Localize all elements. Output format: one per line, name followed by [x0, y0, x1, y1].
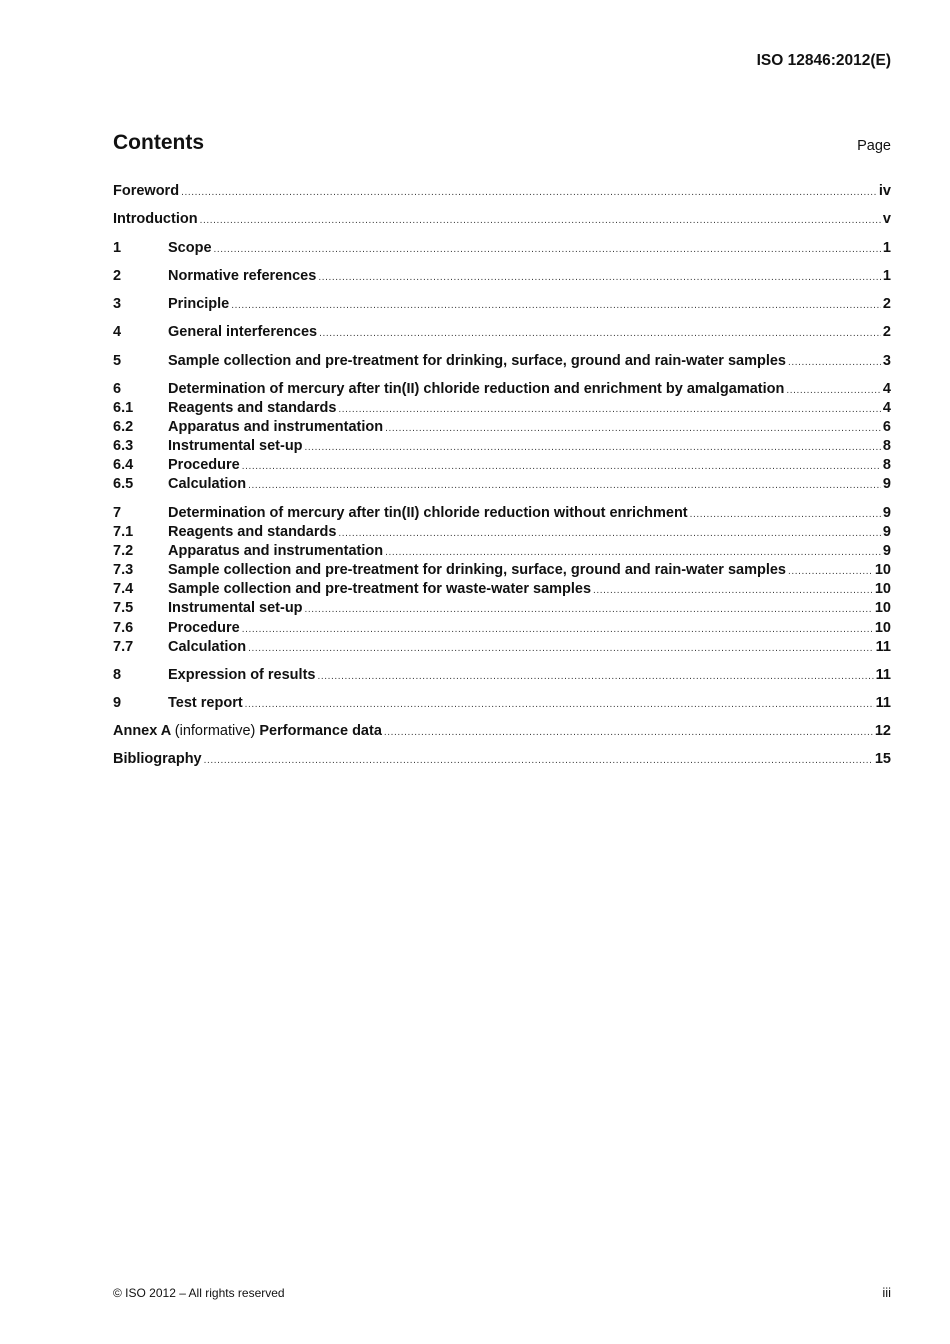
- toc-entry-1[interactable]: [113, 240, 891, 259]
- toc-entry-6-5[interactable]: [113, 476, 891, 495]
- toc-entry-4[interactable]: [113, 324, 891, 343]
- toc-entry-page: 12: [874, 723, 891, 739]
- toc-entry-title: Normative references: [168, 268, 317, 284]
- toc-entry-number: 6: [113, 381, 122, 397]
- toc-entry-number: 7: [113, 505, 122, 521]
- toc-leader-dots: [204, 755, 873, 766]
- toc-entry-6-4[interactable]: [113, 457, 891, 476]
- toc-entry-page: 9: [882, 505, 891, 521]
- toc-leader-dots: [245, 699, 874, 710]
- toc-entry-page: 9: [882, 543, 891, 559]
- toc-entry-number: 7.6: [113, 620, 134, 636]
- toc-leader-dots: [385, 423, 881, 434]
- toc-entry-page: 4: [882, 400, 891, 416]
- toc-entry-7[interactable]: [113, 505, 891, 524]
- toc-entry-number: 9: [113, 695, 122, 711]
- toc-entry-page: 2: [882, 296, 891, 312]
- document-id: ISO 12846:2012(E): [756, 52, 891, 69]
- toc-entry-title: General interferences: [168, 324, 318, 340]
- toc-entry-page: 8: [882, 438, 891, 454]
- toc-entry-page: 10: [874, 581, 891, 597]
- toc-entry-page: 4: [882, 381, 891, 397]
- toc-entry-bibliography[interactable]: [113, 751, 891, 770]
- toc-entry-page: 8: [882, 457, 891, 473]
- toc-leader-dots: [385, 547, 881, 558]
- toc-entry-number: 7.7: [113, 639, 134, 655]
- toc-entry-title: Instrumental set-up: [168, 438, 303, 454]
- toc-entry-number: 2: [113, 268, 122, 284]
- toc-entry-title: Reagents and standards: [168, 524, 337, 540]
- toc-leader-dots: [317, 671, 873, 682]
- toc-entry-title: Determination of mercury after tin(II) chloride reduction and enrichment by amalgamation: [168, 381, 785, 397]
- toc-entry-title: Instrumental set-up: [168, 600, 303, 616]
- toc-entry-3[interactable]: [113, 296, 891, 315]
- toc-entry-2[interactable]: [113, 268, 891, 287]
- toc-entry-number: 6.1: [113, 400, 134, 416]
- toc-entry-annex-a[interactable]: [113, 723, 891, 742]
- toc-entry-5[interactable]: [113, 353, 891, 372]
- toc-entry-title: Bibliography: [113, 751, 202, 767]
- toc-entry-title: Sample collection and pre-treatment for drinking, surface, ground and rain-water samples: [168, 353, 786, 369]
- toc-entry-7-4[interactable]: [113, 581, 891, 600]
- toc-entry-title: Procedure: [168, 620, 240, 636]
- toc-entry-number: 7.5: [113, 600, 134, 616]
- toc-entry-7-1[interactable]: [113, 524, 891, 543]
- toc-entry-title: Sample collection and pre-treatment for drinking, surface, ground and rain-water samples: [168, 562, 786, 578]
- toc-leader-dots: [384, 727, 873, 738]
- toc-entry-page: 9: [882, 524, 891, 540]
- toc-leader-dots: [788, 566, 873, 577]
- toc-leader-dots: [318, 272, 881, 283]
- toc-entry-page: 1: [882, 240, 891, 256]
- toc-leader-dots: [305, 604, 873, 615]
- toc-entry-page: iv: [878, 183, 891, 199]
- toc-entry-page: v: [882, 211, 891, 227]
- toc-leader-dots: [338, 404, 881, 415]
- toc-entry-page: 6: [882, 419, 891, 435]
- toc-leader-dots: [248, 643, 874, 654]
- toc-entry-introduction[interactable]: [113, 211, 891, 230]
- toc-leader-dots: [242, 624, 873, 635]
- toc-entry-7-5[interactable]: [113, 600, 891, 619]
- toc-entry-7-6[interactable]: [113, 620, 891, 639]
- toc-entry-6-3[interactable]: [113, 438, 891, 457]
- toc-entry-page: 10: [874, 562, 891, 578]
- toc-entry-6-2[interactable]: [113, 419, 891, 438]
- toc-leader-dots: [214, 244, 881, 255]
- toc-entry-title: Sample collection and pre-treatment for waste-water samples: [168, 581, 592, 597]
- toc-entry-7-3[interactable]: [113, 562, 891, 581]
- toc-entry-page: 11: [875, 667, 891, 683]
- toc-entry-page: 10: [874, 620, 891, 636]
- toc-entry-6[interactable]: [113, 381, 891, 400]
- toc-entry-number: 7.2: [113, 543, 134, 559]
- toc-entry-number: 6.3: [113, 438, 134, 454]
- toc-entry-7-2[interactable]: [113, 543, 891, 562]
- toc-entry-number: 4: [113, 324, 122, 340]
- toc-leader-dots: [593, 585, 873, 596]
- annex-informative-note: (informative): [174, 723, 256, 739]
- toc-entry-title: Apparatus and instrumentation: [168, 419, 384, 435]
- toc-entry-6-1[interactable]: [113, 400, 891, 419]
- toc-entry-number: 7.3: [113, 562, 134, 578]
- toc-leader-dots: [319, 328, 881, 339]
- toc-entry-number: 5: [113, 353, 122, 369]
- toc-entry-page: 10: [874, 600, 891, 616]
- toc-entry-page: 1: [882, 268, 891, 284]
- toc-entry-title: Principle: [168, 296, 230, 312]
- annex-label: Annex A: [113, 723, 171, 739]
- toc-entry-title: Calculation: [168, 476, 247, 492]
- toc-entry-page: 15: [874, 751, 891, 767]
- toc-entry-foreword[interactable]: [113, 183, 891, 202]
- toc-entry-title: Reagents and standards: [168, 400, 337, 416]
- toc-entry-title: Procedure: [168, 457, 240, 473]
- toc-entry-number: 1: [113, 240, 122, 256]
- toc-leader-dots: [338, 528, 881, 539]
- contents-title: Contents: [113, 131, 204, 154]
- annex-title: Performance data: [259, 723, 382, 739]
- toc-entry-page: 3: [882, 353, 891, 369]
- toc-entry-title: Scope: [168, 240, 212, 256]
- toc-entry-number: 8: [113, 667, 122, 683]
- toc-entry-title: Test report: [168, 695, 243, 711]
- toc-entry-number: 6.5: [113, 476, 134, 492]
- toc-leader-dots: [181, 187, 877, 198]
- toc-entry-title: Expression of results: [168, 667, 316, 683]
- toc-entry-9[interactable]: [113, 695, 891, 714]
- toc-entry-number: 6.4: [113, 457, 134, 473]
- toc-entry-title: Introduction: [113, 211, 198, 227]
- toc-entry-7-7[interactable]: [113, 639, 891, 658]
- toc-entry-number: 3: [113, 296, 122, 312]
- toc-leader-dots: [305, 442, 881, 453]
- toc-leader-dots: [231, 300, 881, 311]
- toc-entry-8[interactable]: [113, 667, 891, 686]
- toc-leader-dots: [786, 385, 881, 396]
- toc-leader-dots: [242, 461, 881, 472]
- toc-entry-title: Calculation: [168, 639, 247, 655]
- page-column-label: Page: [857, 138, 891, 154]
- toc-entry-number: 7.4: [113, 581, 134, 597]
- toc-entry-page: 11: [875, 695, 891, 711]
- toc-leader-dots: [690, 509, 881, 520]
- toc-entry-title: Determination of mercury after tin(II) chloride reduction without enrichment: [168, 505, 688, 521]
- toc-entry-page: 2: [882, 324, 891, 340]
- toc-entry-number: 7.1: [113, 524, 134, 540]
- toc-leader-dots: [200, 215, 881, 226]
- toc-entry-title: Foreword: [113, 183, 180, 199]
- toc-entry-title: Apparatus and instrumentation: [168, 543, 384, 559]
- toc-entry-number: 6.2: [113, 419, 134, 435]
- page-number: iii: [882, 1285, 891, 1300]
- toc-entry-title: [113, 723, 382, 739]
- toc-entry-page: 9: [882, 476, 891, 492]
- toc-leader-dots: [248, 480, 881, 491]
- toc-entry-page: 11: [875, 639, 891, 655]
- toc-leader-dots: [788, 357, 881, 368]
- copyright-notice: © ISO 2012 – All rights reserved: [113, 1286, 285, 1300]
